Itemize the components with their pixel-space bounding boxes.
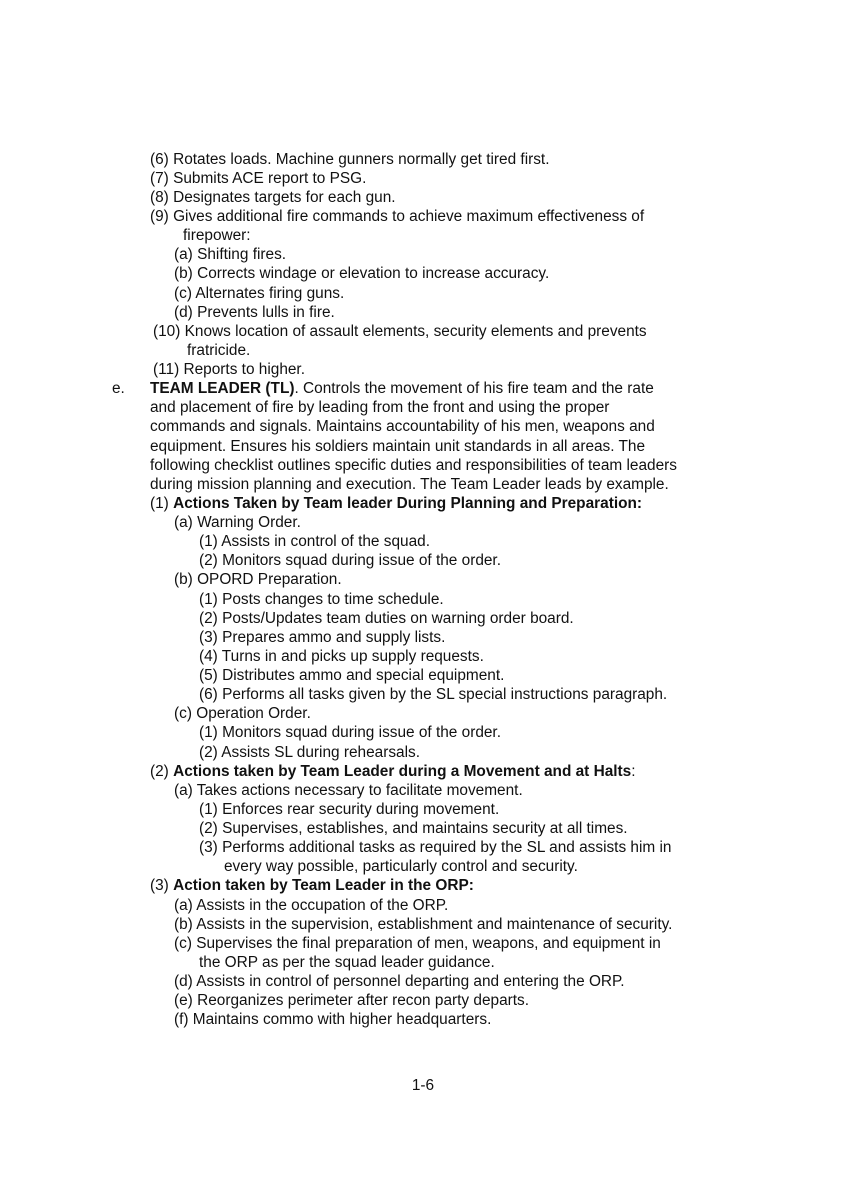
text-line: (3) Performs additional tasks as required by the SL and assists him in — [199, 839, 672, 856]
text-line: (5) Distributes ammo and special equipment. — [199, 667, 505, 684]
text-line: (e) Reorganizes perimeter after recon party departs. — [174, 992, 529, 1009]
text-line: (7) Submits ACE report to PSG. — [150, 170, 367, 187]
text-line: (a) Warning Order. — [174, 514, 301, 531]
text-line: (8) Designates targets for each gun. — [150, 189, 396, 206]
section-heading: TEAM LEADER (TL) — [150, 380, 295, 397]
text-line: (2) Posts/Updates team duties on warning order board. — [199, 610, 574, 627]
text-line: (d) Assists in control of personnel departing and entering the ORP. — [174, 973, 625, 990]
text-line: (11) Reports to higher. — [153, 361, 305, 378]
text-line: (a) Shifting fires. — [174, 246, 287, 263]
text-line: (f) Maintains commo with higher headquarters. — [174, 1011, 492, 1028]
text-line: equipment. Ensures his soldiers maintain unit standards in all areas. The — [150, 438, 646, 455]
text-line: fratricide. — [187, 342, 251, 359]
text-line: (1) Enforces rear security during movement. — [199, 801, 500, 818]
text-line: (b) Assists in the supervision, establishment and maintenance of security. — [174, 916, 673, 933]
section-marker: e. — [112, 380, 125, 397]
text-line: (6) Performs all tasks given by the SL special instructions paragraph. — [199, 686, 668, 703]
text-line: every way possible, particularly control and security. — [224, 858, 578, 875]
text-line: (c) Operation Order. — [174, 705, 311, 722]
text-line: and placement of fire by leading from the front and using the proper — [150, 399, 610, 416]
text-line: (2) Assists SL during rehearsals. — [199, 744, 420, 761]
text-line: during mission planning and execution. The Team Leader leads by example. — [150, 476, 669, 493]
subsection-heading: Actions taken by Team Leader during a Movement and at Halts — [173, 763, 632, 780]
text-line: (9) Gives additional fire commands to achieve maximum effectiveness of — [150, 208, 645, 225]
text-line: the ORP as per the squad leader guidance. — [199, 954, 495, 971]
text-line: (2) Actions taken by Team Leader during a Movement and at Halts: — [150, 763, 636, 780]
text-line: (1) Monitors squad during issue of the order. — [199, 724, 501, 741]
page-number: 1-6 — [411, 1077, 435, 1094]
text-line: (a) Takes actions necessary to facilitate movement. — [174, 782, 523, 799]
text-line: (a) Assists in the occupation of the ORP. — [174, 897, 449, 914]
subsection-heading: Actions Taken by Team leader During Planning and Preparation: — [173, 495, 643, 512]
text-line: (2) Monitors squad during issue of the order. — [199, 552, 501, 569]
text-line: (b) OPORD Preparation. — [174, 571, 342, 588]
text-line: (3) Prepares ammo and supply lists. — [199, 629, 446, 646]
text-line: TEAM LEADER (TL). Controls the movement of his fire team and the rate — [150, 380, 654, 397]
text-line: (3) Action taken by Team Leader in the ORP: — [150, 877, 474, 894]
subsection-heading: Action taken by Team Leader in the ORP: — [173, 877, 474, 894]
text-line: (c) Alternates firing guns. — [174, 285, 345, 302]
text-line: firepower: — [183, 227, 251, 244]
text-line: (10) Knows location of assault elements, security elements and prevents — [153, 323, 647, 340]
text-line: commands and signals. Maintains accountability of his men, weapons and — [150, 418, 655, 435]
text-line: (d) Prevents lulls in fire. — [174, 304, 335, 321]
text-line: (c) Supervises the final preparation of men, weapons, and equipment in — [174, 935, 661, 952]
text-line: (1) Actions Taken by Team leader During Planning and Preparation: — [150, 495, 643, 512]
text-line: (6) Rotates loads. Machine gunners normally get tired first. — [150, 151, 550, 168]
text-line: (b) Corrects windage or elevation to increase accuracy. — [174, 265, 550, 282]
text-line: (1) Assists in control of the squad. — [199, 533, 430, 550]
text-line: (1) Posts changes to time schedule. — [199, 591, 444, 608]
text-line: (2) Supervises, establishes, and maintains security at all times. — [199, 820, 628, 837]
text-line: (4) Turns in and picks up supply requests. — [199, 648, 484, 665]
text-line: following checklist outlines specific duties and responsibilities of team leaders — [150, 457, 677, 474]
